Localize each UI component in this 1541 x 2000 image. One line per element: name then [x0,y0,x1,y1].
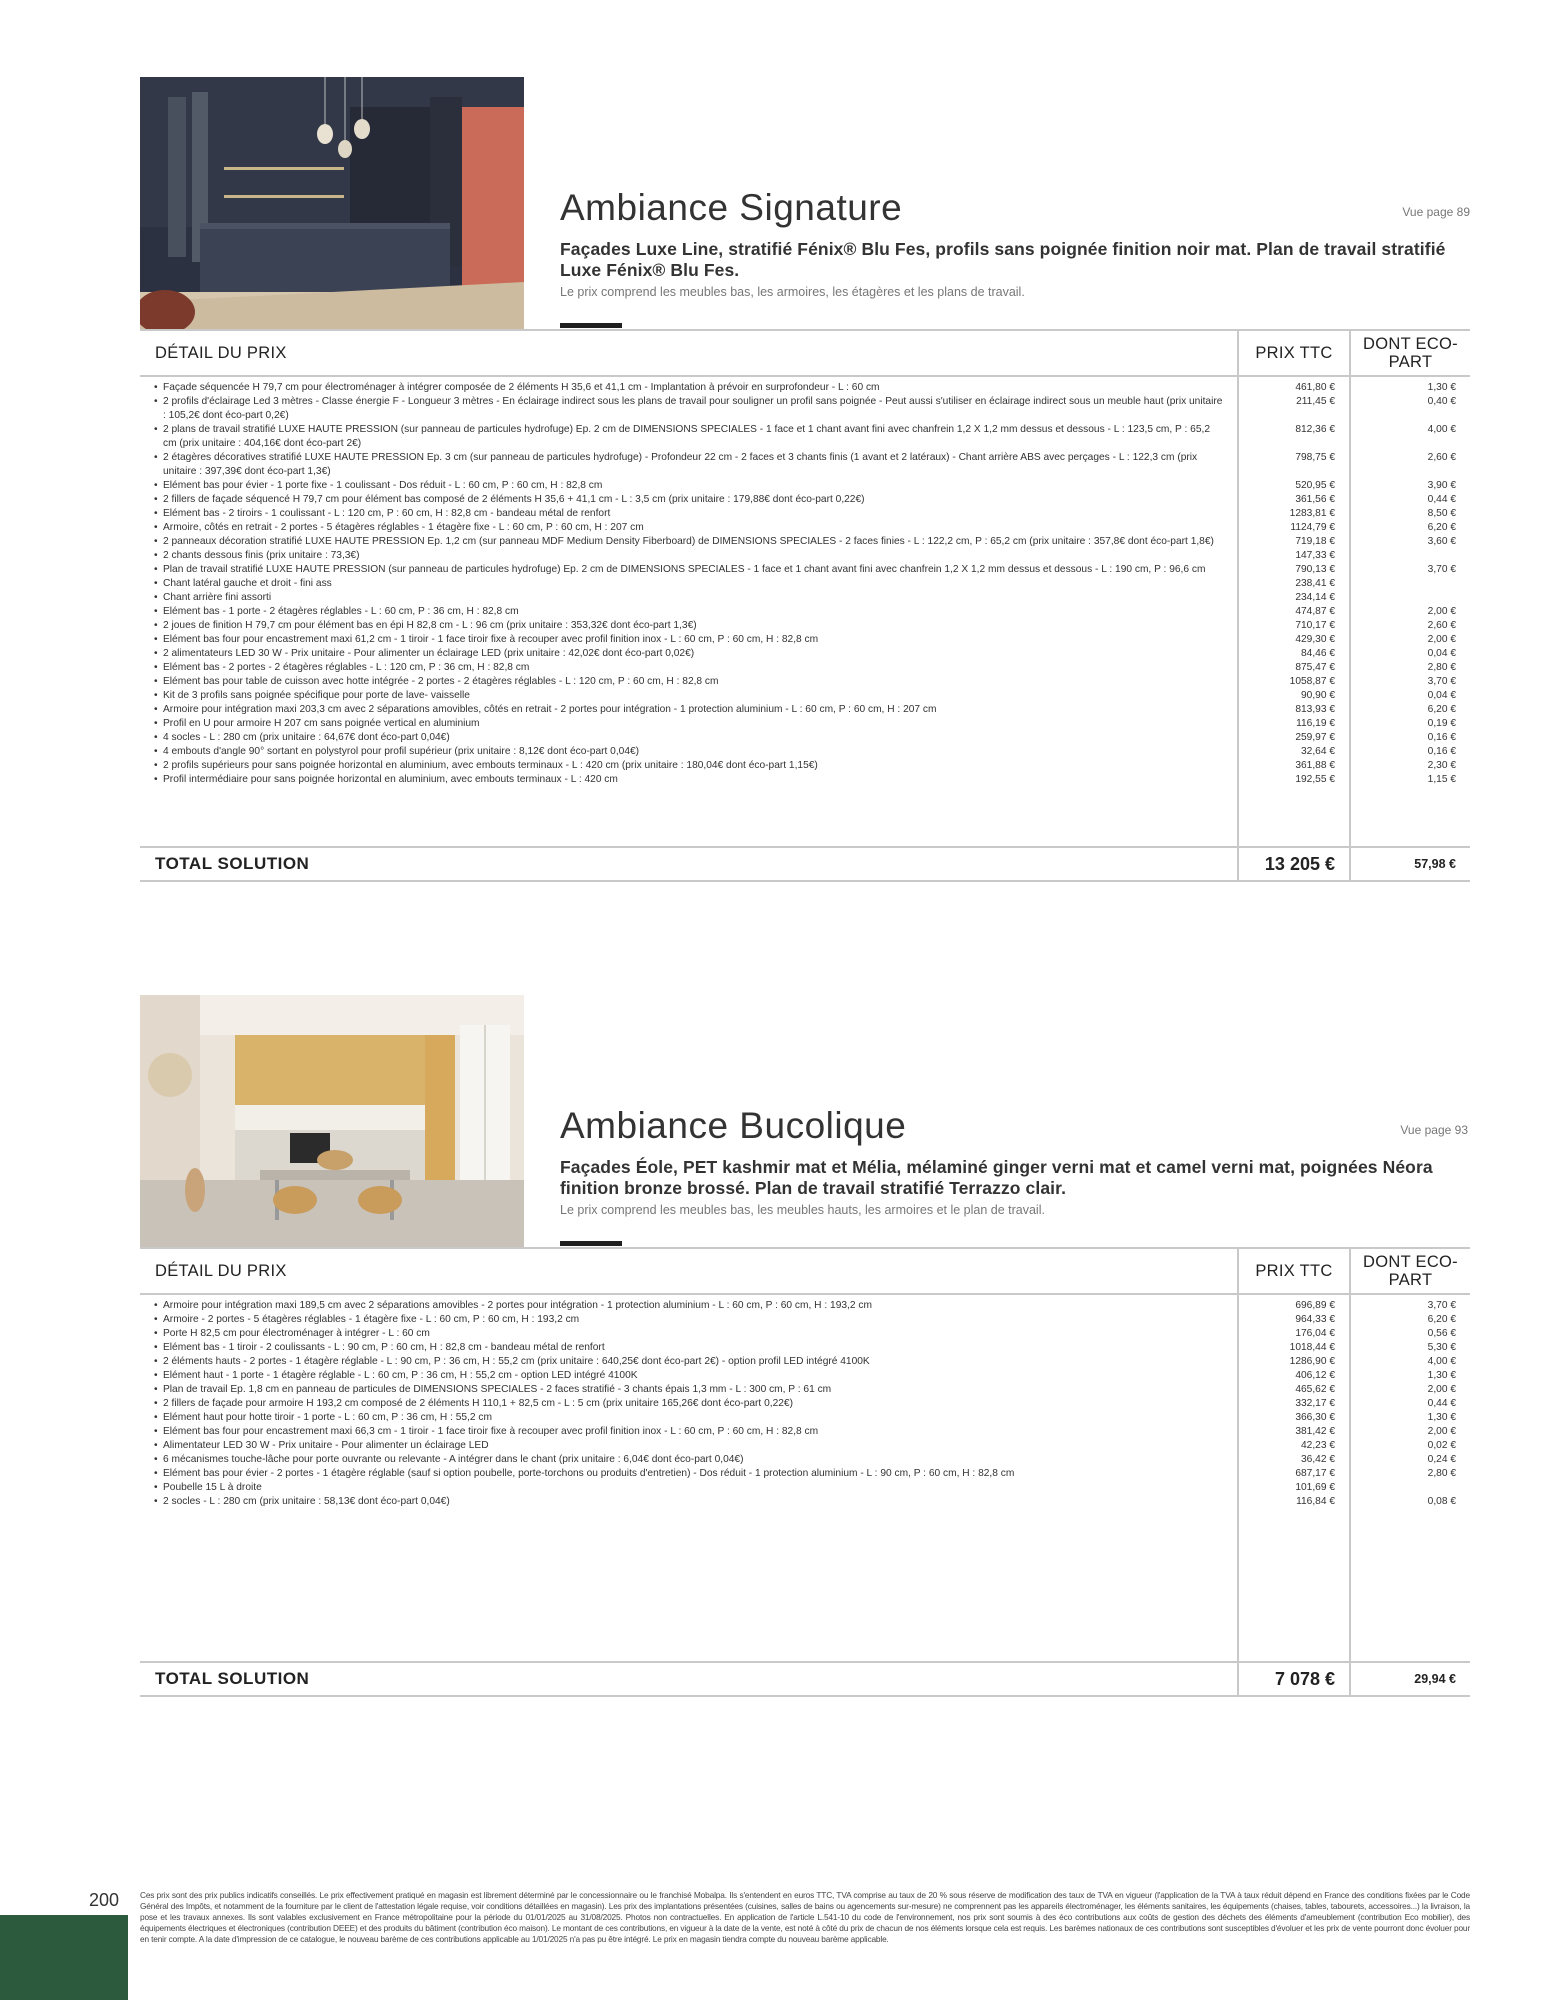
section-subtitle: Façades Luxe Line, stratifié Fénix® Blu Fes, profils sans poignée finition noir mat. Plan de travail stratifié Luxe Fénix® Blu Fes. [560,239,1446,280]
price-cell: 32,64 € [1301,746,1335,757]
eco-part-cell: 2,00 € [1427,606,1456,617]
price-cell: 696,89 € [1295,1300,1335,1311]
header-prix-ttc: PRIX TTC [1238,1248,1350,1294]
price-cell: 429,30 € [1295,634,1335,645]
eco-part-cell [1351,1481,1470,1495]
table-header-row [140,1248,1470,1294]
eco-part-cell: 2,60 € [1427,452,1456,463]
eco-part-cell: 0,08 € [1427,1496,1456,1507]
eco-part-cell: 3,70 € [1427,1300,1456,1311]
eco-part-cell: 2,00 € [1427,1384,1456,1395]
price-cell: 798,75 € [1295,452,1335,463]
price-cell: 474,87 € [1295,606,1335,617]
eco-part-cell: 2,80 € [1427,662,1456,673]
price-cell: 875,47 € [1295,662,1335,673]
price-list [1239,1299,1349,1509]
price-cell: 147,33 € [1295,550,1335,561]
price-cell: 332,17 € [1295,1398,1335,1409]
list-item: • Profil en U pour armoire H 207 cm sans poignée vertical en aluminium [154,717,1225,731]
eco-part-cell: 0,24 € [1427,1454,1456,1465]
total-row [140,1662,1470,1696]
eco-list [1351,381,1470,787]
eco-part-cell: 1,30 € [1427,1370,1456,1381]
price-table [140,329,1470,882]
eco-part-cell [1351,591,1470,605]
eco-part-cell: 1,30 € [1427,1412,1456,1423]
list-item: • Elément bas pour évier - 2 portes - 1 étagère réglable (sauf si option poubelle, porte-torchons ou produits d'entretien) - Dos réduit - 1 protection aluminium - L : 90 cm, P : 60 cm, H : 82,8 cm [154,1467,1225,1481]
price-cell: 192,55 € [1295,774,1335,785]
eco-part-cell: 0,16 € [1427,746,1456,757]
list-item: • 2 panneaux décoration stratifié LUXE HAUTE PRESSION Ep. 1,2 cm (sur panneau MDF Medium Density Fiberboard) de DIMENSIONS SPECIALES - 2 faces finies - L : 122,2 cm, P : 65,2 cm (prix unitaire : 357,8€ dont éco-part 1,8€) [154,535,1225,549]
price-cell: 964,33 € [1295,1314,1335,1325]
eco-part-cell: 0,04 € [1427,648,1456,659]
price-cell: 1058,87 € [1289,676,1335,687]
price-list [1239,381,1349,787]
price-cell: 790,13 € [1295,564,1335,575]
total-row [140,847,1470,881]
price-note: Le prix comprend les meubles bas, les armoires, les étagères et les plans de travail. [560,285,1025,299]
list-item: • Elément bas pour évier - 1 porte fixe - 1 coulissant - Dos réduit - L : 60 cm, P : 60 cm, H : 82,8 cm [154,479,1225,493]
total-label: TOTAL SOLUTION [155,1669,310,1688]
price-cell: 710,17 € [1295,620,1335,631]
item-list [140,1299,1237,1509]
price-cell: 1124,79 € [1290,522,1335,533]
eco-part-cell: 0,44 € [1427,494,1456,505]
title-underline [560,1241,622,1246]
view-page-link[interactable]: Vue page 93 [1400,1123,1468,1137]
price-cell: 36,42 € [1301,1454,1335,1465]
price-cell: 42,23 € [1301,1440,1335,1451]
eco-part-cell: 6,20 € [1427,522,1456,533]
eco-part-cell: 0,19 € [1427,718,1456,729]
eco-part-cell: 0,56 € [1427,1328,1456,1339]
eco-part-cell: 0,40 € [1427,396,1456,407]
eco-part-cell: 3,60 € [1427,536,1456,547]
eco-part-cell: 1,15 € [1427,774,1456,785]
list-item: • Elément bas - 2 tiroirs - 1 coulissant - L : 120 cm, P : 60 cm, H : 82,8 cm - bandeau métal de renfort [154,507,1225,521]
price-cell: 1286,90 € [1289,1356,1335,1367]
list-item: • Façade séquencée H 79,7 cm pour électroménager à intégrer composée de 2 éléments H 35,6 et 41,1 cm - Implantation à prévoir en surprofondeur - L : 60 cm [154,381,1225,395]
list-item: • Plan de travail stratifié LUXE HAUTE PRESSION (sur panneau de particules hydrofuge) Ep. 2 cm de DIMENSIONS SPECIALES - 1 face et 1 chant avant fini avec chanfrein 1,2 X 1,2 mm dessus et dessous - L : 190 cm, P : 96,6 cm [154,563,1225,577]
eco-list [1351,1299,1470,1509]
eco-part-cell: 1,30 € [1427,382,1456,393]
list-item: • Porte H 82,5 cm pour électroménager à intégrer - L : 60 cm [154,1327,1225,1341]
list-item: • 2 étagères décoratives stratifié LUXE HAUTE PRESSION Ep. 3 cm (sur panneau de particules hydrofuge) - Profondeur 22 cm - 2 faces et 3 chants finis (1 avant et 2 latéraux) - Chant arrière ABS avec perçages - L : 122,3 cm (prix unitaire : 397,39€ dont éco-part 1,3€) [154,451,1225,479]
price-cell: 465,62 € [1295,1384,1335,1395]
view-page-link[interactable]: Vue page 89 [1402,205,1470,219]
kitchen-photo-bucolique [140,995,524,1247]
list-item: • Alimentateur LED 30 W - Prix unitaire - Pour alimenter un éclairage LED [154,1439,1225,1453]
header-detail: DÉTAIL DU PRIX [155,1261,287,1280]
eco-part-cell: 2,00 € [1427,1426,1456,1437]
table-header-row [140,330,1470,376]
eco-part-cell: 3,70 € [1427,676,1456,687]
eco-part-cell: 5,30 € [1427,1342,1456,1353]
list-item: • Chant arrière fini assorti [154,591,1225,605]
list-item: • 4 socles - L : 280 cm (prix unitaire : 64,67€ dont éco-part 0,04€) [154,731,1225,745]
price-table [140,1247,1470,1697]
price-cell: 90,90 € [1301,690,1335,701]
eco-part-cell: 2,80 € [1427,1468,1456,1479]
eco-part-cell: 0,44 € [1427,1398,1456,1409]
list-item: • Elément bas - 2 portes - 2 étagères réglables - L : 120 cm, P : 36 cm, H : 82,8 cm [154,661,1225,675]
price-cell: 84,46 € [1301,648,1335,659]
list-item: • 6 mécanismes touche-lâche pour porte ouvrante ou relevante - A intégrer dans le chant (prix unitaire : 6,04€ dont éco-part 0,04€) [154,1453,1225,1467]
legal-footer: Ces prix sont des prix publics indicatifs conseillés. Le prix effectivement pratiqué en magasin est librement déterminé par le concessionnaire ou le franchisé Mobalpa. Ils s'entendent en euros TTC, TVA comprise au taux de 20 % sous réserve de modification des taux de TVA en vigueur (l'application de la TVA à taux réduit dépend en France des conditions fixées par le Code Général des Impôts, et notamment de la fourniture par le client de l'attestation légale requise, voir conditions détaillées en magasin). Les prix des implantations présentées (cuisines, salles de bains ou agencements sur-mesure) ne comprennent pas les appareils électroménager, les éléments sanitaires, les équipements (chaises, tables, tabourets, accessoires...) la livraison, la pose et les travaux annexes. Ils sont valables exclusivement en France métropolitaine pour la période du 01/01/2025 au 31/08/2025. Photos non contractuelles. En application de l'article L.541-10 du code de l'environnement, nos prix sont soumis à des éco contributions aux coûts de gestion des déchets des éléments d'ameublement (contribution Eco mobilier), des équipements électriques et électroniques (contribution DEEE) et des produits du bâtiment (contribution éco maison). Le montant de ces contributions, en vigueur à la date de la vente, est noté à côté du prix de chacun de nos éléments lorsque cela est requis. Les barèmes nationaux de ces contributions sont susceptibles d'évoluer et les prix de vente pourront donc évoluer pour en tenir compte. A la date d'impression de ce catalogue, le nouveau barème de ces contributions applicable au 1/01/2025 n'a pas pu être intégré. Le prix en magasin tiendra compte du nouveau barème applicable. [140,1890,1470,1944]
list-item: • Elément bas four pour encastrement maxi 61,2 cm - 1 tiroir - 1 face tiroir fixe à recouper avec profil finition inox - L : 60 cm, P : 60 cm, H : 82,8 cm [154,633,1225,647]
page-number: 200 [89,1890,120,1910]
section-title: Ambiance Signature [560,187,903,228]
price-cell: 176,04 € [1295,1328,1335,1339]
list-item: • 2 chants dessous finis (prix unitaire : 73,3€) [154,549,1225,563]
price-cell: 101,69 € [1295,1482,1335,1493]
header-eco-part: DONT ECO-PART [1350,1248,1470,1294]
list-item: • 4 embouts d'angle 90° sortant en polystyrol pour profil supérieur (prix unitaire : 8,12€ dont éco-part 0,04€) [154,745,1225,759]
eco-part-cell: 6,20 € [1427,704,1456,715]
price-cell: 1018,44 € [1289,1342,1335,1353]
kitchen-photo-signature [140,77,524,329]
list-item: • 2 joues de finition H 79,7 cm pour élément bas en épi H 82,8 cm - L : 96 cm (prix unitaire : 353,32€ dont éco-part 1,3€) [154,619,1225,633]
total-label: TOTAL SOLUTION [155,854,310,873]
price-cell: 813,93 € [1295,704,1335,715]
price-cell: 406,12 € [1295,1370,1335,1381]
table-body [140,1294,1470,1662]
list-item: • Plan de travail Ep. 1,8 cm en panneau de particules de DIMENSIONS SPECIALES - 2 faces stratifié - 3 chants épais 1,3 mm - L : 300 cm, P : 61 cm [154,1383,1225,1397]
total-price: 13 205 € [1238,847,1350,881]
price-cell: 1283,81 € [1289,508,1335,519]
eco-part-cell [1351,577,1470,591]
price-note: Le prix comprend les meubles bas, les meubles hauts, les armoires et le plan de travail. [560,1203,1045,1217]
total-price: 7 078 € [1238,1662,1350,1696]
green-page-tab [0,1915,128,2000]
list-item: • 2 fillers de façade séquencé H 79,7 cm pour élément bas composé de 2 éléments H 35,6 + 41,1 cm - L : 3,5 cm (prix unitaire : 179,88€ dont éco-part 0,22€) [154,493,1225,507]
list-item: • Kit de 3 profils sans poignée spécifique pour porte de lave- vaisselle [154,689,1225,703]
list-item: • Armoire - 2 portes - 5 étagères réglables - 1 étagère fixe - L : 60 cm, P : 60 cm, H : 193,2 cm [154,1313,1225,1327]
price-cell: 116,84 € [1296,1496,1335,1507]
list-item: • Elément bas pour table de cuisson avec hotte intégrée - 2 portes - 2 étagères réglables - L : 120 cm, P : 60 cm, H : 82,8 cm [154,675,1225,689]
total-eco-part: 57,98 € [1350,847,1470,881]
eco-part-cell: 2,60 € [1427,620,1456,631]
eco-part-cell: 0,16 € [1427,732,1456,743]
eco-part-cell: 3,70 € [1427,564,1456,575]
list-item: • Armoire pour intégration maxi 203,3 cm avec 2 séparations amovibles, côtés en retrait - 2 portes pour intégration - 1 protection aluminium - L : 60 cm, P : 60 cm, H : 207 cm [154,703,1225,717]
item-list [140,381,1237,787]
price-cell: 116,19 € [1296,718,1335,729]
eco-part-cell [1351,549,1470,563]
price-cell: 361,56 € [1295,494,1335,505]
price-cell: 366,30 € [1295,1412,1335,1423]
header-prix-ttc: PRIX TTC [1238,330,1350,376]
table-body [140,376,1470,847]
list-item: • Elément bas - 1 porte - 2 étagères réglables - L : 60 cm, P : 36 cm, H : 82,8 cm [154,605,1225,619]
list-item: • Elément haut pour hotte tiroir - 1 porte - L : 60 cm, P : 36 cm, H : 55,2 cm [154,1411,1225,1425]
header-eco-part: DONT ECO-PART [1350,330,1470,376]
price-cell: 238,41 € [1295,578,1335,589]
list-item: • Poubelle 15 L à droite [154,1481,1225,1495]
list-item: • Armoire pour intégration maxi 189,5 cm avec 2 séparations amovibles - 2 portes pour intégration - 1 protection aluminium - L : 60 cm, P : 60 cm, H : 193,2 cm [154,1299,1225,1313]
price-cell: 361,88 € [1295,760,1335,771]
section-subtitle: Façades Éole, PET kashmir mat et Mélia, mélaminé ginger verni mat et camel verni mat, poignées Néora finition bronze brossé. Plan de travail stratifié Terrazzo clair. [560,1157,1433,1198]
list-item: • Elément bas - 1 tiroir - 2 coulissants - L : 90 cm, P : 60 cm, H : 82,8 cm - bandeau métal de renfort [154,1341,1225,1355]
list-item: • 2 socles - L : 280 cm (prix unitaire : 58,13€ dont éco-part 0,04€) [154,1495,1225,1509]
list-item: • 2 éléments hauts - 2 portes - 1 étagère réglable - L : 90 cm, P : 36 cm, H : 55,2 cm (prix unitaire : 640,25€ dont éco-part 2€) - option profil LED intégré 4100K [154,1355,1225,1369]
eco-part-cell: 0,04 € [1427,690,1456,701]
section-heading [560,187,1470,299]
list-item: • Elément bas four pour encastrement maxi 66,3 cm - 1 tiroir - 1 face tiroir fixe à recouper avec profil finition inox - L : 60 cm, P : 60 cm, H : 82,8 cm [154,1425,1225,1439]
eco-part-cell: 4,00 € [1427,424,1456,435]
list-item: • Chant latéral gauche et droit - fini ass [154,577,1225,591]
title-underline [560,323,622,328]
price-cell: 812,36 € [1295,424,1335,435]
list-item: • 2 alimentateurs LED 30 W - Prix unitaire - Pour alimenter un éclairage LED (prix unitaire : 42,02€ dont éco-part 0,02€) [154,647,1225,661]
eco-part-cell: 0,02 € [1427,1440,1456,1451]
price-cell: 687,17 € [1295,1468,1335,1479]
price-cell: 520,95 € [1295,480,1335,491]
list-item: • 2 profils d'éclairage Led 3 mètres - Classe énergie F - Longueur 3 mètres - En éclairage indirect sous les plans de travail pour souligner un profil sans poignée - Peut aussi s'utiliser en éclairage indirect sous un meuble haut (prix unitaire : 105,2€ dont éco-part 0,2€) [154,395,1225,423]
header-detail: DÉTAIL DU PRIX [155,343,287,362]
price-cell: 211,45 € [1296,396,1335,407]
section-heading [560,1105,1468,1217]
eco-part-cell: 3,90 € [1427,480,1456,491]
eco-part-cell: 2,30 € [1427,760,1456,771]
list-item: • 2 fillers de façade pour armoire H 193,2 cm composé de 2 éléments H 110,1 + 82,5 cm - L : 5 cm (prix unitaire 165,26€ dont éco-part 0,22€) [154,1397,1225,1411]
section-title: Ambiance Bucolique [560,1105,907,1146]
price-cell: 381,42 € [1295,1426,1335,1437]
list-item: • 2 profils supérieurs pour sans poignée horizontal en aluminium, avec embouts terminaux - L : 420 cm (prix unitaire : 180,04€ dont éco-part 1,15€) [154,759,1225,773]
price-cell: 234,14 € [1295,592,1335,603]
eco-part-cell: 8,50 € [1427,508,1456,519]
list-item: • 2 plans de travail stratifié LUXE HAUTE PRESSION (sur panneau de particules hydrofuge) Ep. 2 cm de DIMENSIONS SPECIALES - 1 face et 1 chant avant fini avec chanfrein 1,2 X 1,2 mm dessus et dessous - L : 123,5 cm, P : 65,2 cm (prix unitaire : 404,16€ dont éco-part 2€) [154,423,1225,451]
eco-part-cell: 6,20 € [1427,1314,1456,1325]
list-item: • Elément haut - 1 porte - 1 étagère réglable - L : 60 cm, P : 36 cm, H : 55,2 cm - option LED intégré 4100K [154,1369,1225,1383]
price-cell: 461,80 € [1295,382,1335,393]
eco-part-cell: 2,00 € [1427,634,1456,645]
eco-part-cell: 4,00 € [1427,1356,1456,1367]
price-cell: 259,97 € [1295,732,1335,743]
total-eco-part: 29,94 € [1350,1662,1470,1696]
price-cell: 719,18 € [1295,536,1335,547]
list-item: • Profil intermédiaire pour sans poignée horizontal en aluminium, avec embouts terminaux - L : 420 cm [154,773,1225,787]
list-item: • Armoire, côtés en retrait - 2 portes - 5 étagères réglables - 1 étagère fixe - L : 60 cm, P : 60 cm, H : 207 cm [154,521,1225,535]
